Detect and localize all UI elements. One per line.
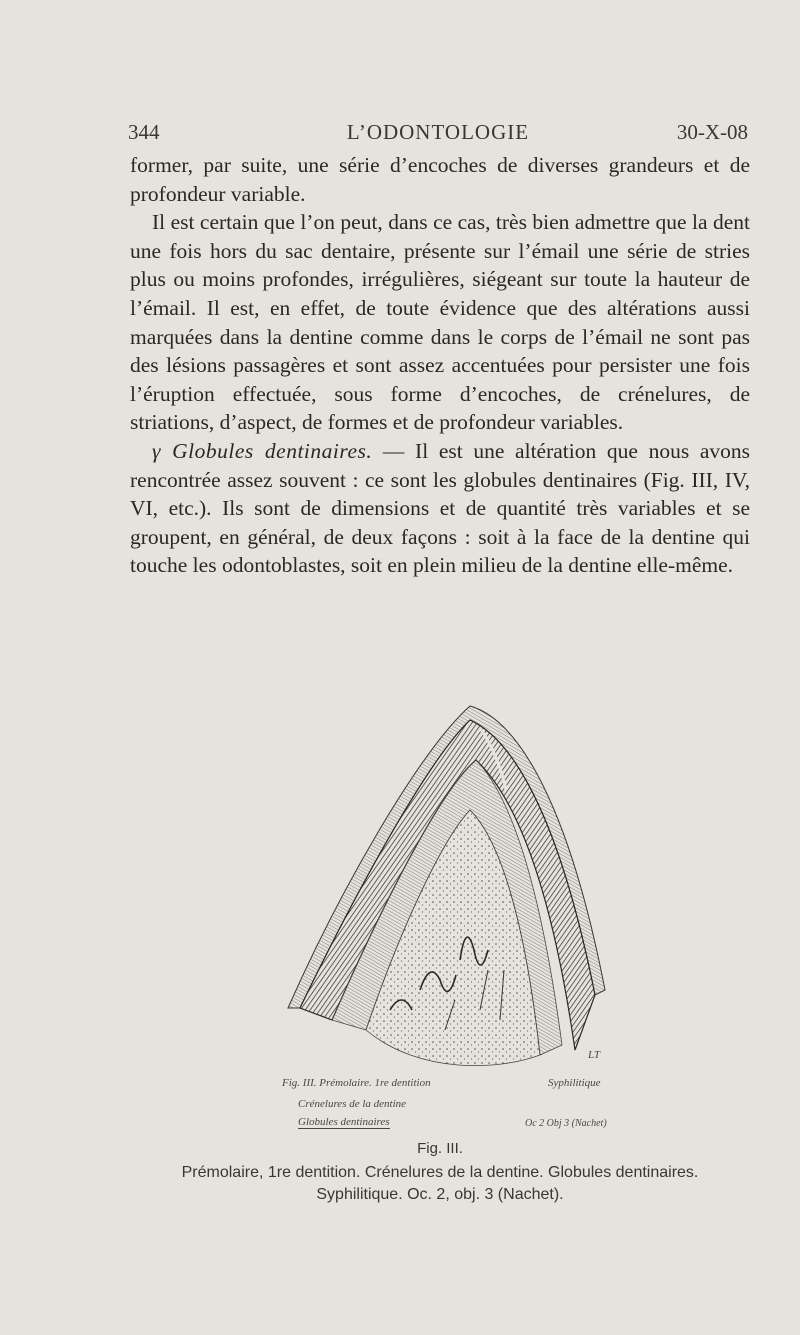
tooth-section-illustration <box>270 690 670 1140</box>
tooth-drawing <box>270 690 670 1140</box>
handwritten-lt: LT <box>588 1049 601 1061</box>
handwritten-diagnosis: Syphilitique <box>548 1077 601 1089</box>
body-text <box>130 151 750 580</box>
handwritten-label-globules: Globules dentinaires <box>298 1116 390 1128</box>
running-header <box>128 120 748 150</box>
caption-line-1: Prémolaire, 1re dentition. Crénelures de la dentine. Globules dentinaires. <box>181 1164 699 1181</box>
section-heading: γ Globules dentinaires. <box>152 438 373 463</box>
handwritten-figure-title: Fig. III. Prémolaire. 1re dentition <box>282 1077 431 1089</box>
page-number: 344 <box>128 120 160 144</box>
journal-title: L’ODONTOLOGIE <box>346 120 530 144</box>
handwritten-lens-note: Oc 2 Obj 3 (Nachet) <box>525 1118 607 1129</box>
paragraph-1: former, par suite, une série d’encoches de diverses grandeurs et de profondeur variable. <box>130 153 750 206</box>
paragraph-3 <box>130 437 750 580</box>
figure-label: Fig. III. <box>417 1140 463 1157</box>
caption-line-2: Syphilitique. Oc. 2, obj. 3 (Nachet). <box>316 1186 564 1203</box>
paragraph-3-text: — Il est une altération que nous avons rencontrée assez souvent : ce sont les globules dentinaires (Fig. III, IV, VI, etc.). Ils sont de dimensions et de quantité très variables et se groupent, en général, de deux façons : soit à la face de la dentine qui touche les odontoblastes, soit en plein milieu de la dentine elle-même. <box>130 438 751 578</box>
handwritten-label-crenelures: Crénelures de la dentine <box>298 1098 407 1110</box>
issue-date: 30-X-08 <box>676 120 748 144</box>
figure-caption <box>130 1162 750 1206</box>
paragraph-2: Il est certain que l’on peut, dans ce cas, très bien admettre que la dent une fois hors du sac dentaire, présente sur l’émail une série de stries plus ou moins profondes, irrégulières, siégeant sur toute la hauteur de l’émail. Il est, en effet, de toute évidence que des altérations aussi marquées dans la dentine comme dans le corps de l’émail ne sont pas des lésions passagères et sont assez accentuées pour persister une fois l’éruption effectuée, sous forme d’encoches, de crénelures, de striations, d’aspect, de formes et de profondeur variables. <box>130 210 750 435</box>
